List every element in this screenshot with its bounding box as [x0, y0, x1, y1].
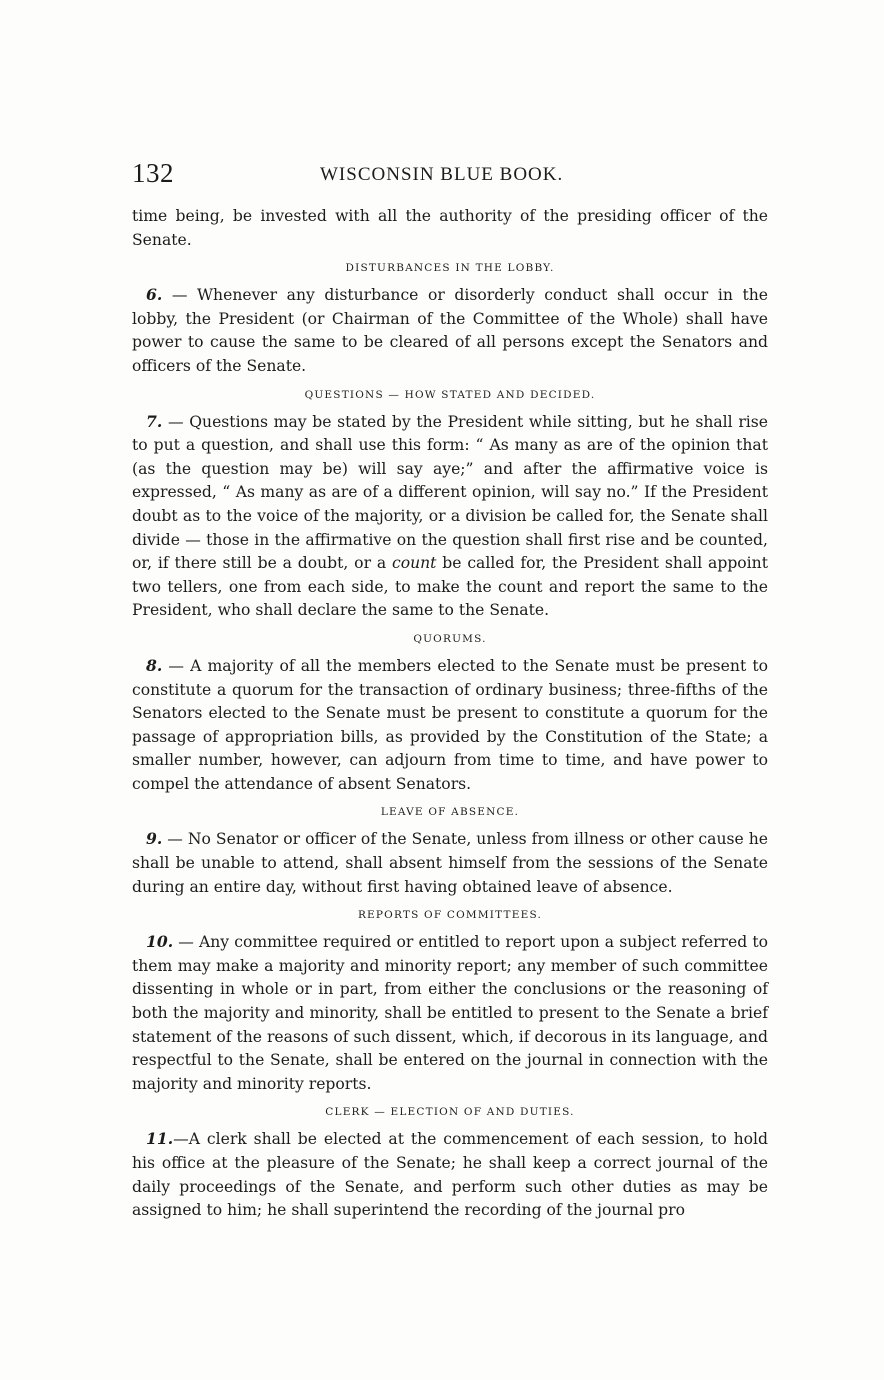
- section-heading-reports: REPORTS OF COMMITTEES.: [357, 909, 543, 922]
- rule-number: 7.: [146, 411, 163, 431]
- rule-text: — No Senator or officer of the Senate, unless from illness or other cause he shall be unable to attend, shall absent himself from the sessions of the Senate during an entire day, without first having obtained leave of absence.: [132, 830, 768, 896]
- section-heading-questions: QUESTIONS — HOW STATED AND DECIDED.: [304, 388, 596, 401]
- rule-6-paragraph: [132, 283, 768, 378]
- section-heading-clerk: CLERK — ELECTION OF AND DUTIES.: [325, 1106, 575, 1119]
- rule-number: 9.: [146, 829, 163, 849]
- rule-number: 8.: [146, 655, 163, 675]
- page-header: [132, 158, 772, 192]
- rule-text: be called for, the President shall appoint two tellers, one from each side, to make the count and report the same to the President, who shall declare the same to the Senate.: [132, 554, 768, 620]
- rule-text: — Questions may be stated by the President while sitting, but he shall rise to put a question, and shall use this form: “ As many as are of the opinion that (as the question may be) will say aye;” and after the affirmative voice is expressed, “ As many as are of a different opinion, will say no.” If the President doubt as to the voice of the majority, or a division be called for, the Senate shall divide — those in the affirmative on the question shall first rise and be counted, or, if there still be a doubt, or a: [132, 412, 768, 573]
- rule-10-paragraph: [132, 930, 768, 1096]
- rule-text: — Whenever any disturbance or disorderly conduct shall occur in the lobby, the President (or Chairman of the Committee of the Whole) shall have power to cause the same to be cleared of all persons except the Senators and officers of the Senate.: [132, 286, 768, 375]
- rule-number: 6.: [146, 285, 163, 305]
- rule-text: —A clerk shall be elected at the commencement of each session, to hold his office at the pleasure of the Senate; he shall keep a correct journal of the daily proceedings of the Senate, and perform such other duties as may be assigned to him; he shall superintend the recording of the journal pro: [132, 1130, 768, 1220]
- rule-number: 11.: [146, 1129, 174, 1149]
- rule-11-paragraph: [132, 1127, 768, 1222]
- section-heading-quorums: QUORUMS.: [413, 632, 487, 645]
- page-body: [132, 205, 768, 1223]
- rule-7-paragraph: [132, 410, 768, 623]
- rule-9-paragraph: [132, 827, 768, 899]
- rule-number: 10.: [146, 932, 174, 952]
- running-title: WISCONSIN BLUE BOOK.: [320, 164, 564, 185]
- continuation-text: time being, be invested with all the authority of the presiding officer of the Senate.: [132, 207, 768, 249]
- section-heading-disturbances: DISTURBANCES IN THE LOBBY.: [345, 262, 555, 275]
- rule-text: — Any committee required or entitled to report upon a subject referred to them may make a majority and minority report; any member of such committee dissenting in whole or in part, from either the conclusions or the reasoning of both the majority and minority, shall be entitled to present to the Senate a brief statement of the reasons of such dissent, which, if decorous in its language, and respectful to the Senate, shall be entered on the journal in connection with the majority and minority reports.: [132, 933, 768, 1093]
- page-number: 132: [132, 158, 174, 188]
- rule-8-paragraph: [132, 654, 768, 797]
- rule-text-italic: count: [391, 554, 437, 573]
- section-heading-leave: LEAVE OF ABSENCE.: [380, 806, 520, 819]
- rule-text: — A majority of all the members elected to the Senate must be present to constitute a quorum for the transaction of ordinary business; three-fifths of the Senators elected to the Senate must be present to constitute a quorum for the passage of appropriation bills, as provided by the Constitution of the State; a smaller number, however, can adjourn from time to time, and have power to compel the attendance of absent Senators.: [132, 656, 768, 793]
